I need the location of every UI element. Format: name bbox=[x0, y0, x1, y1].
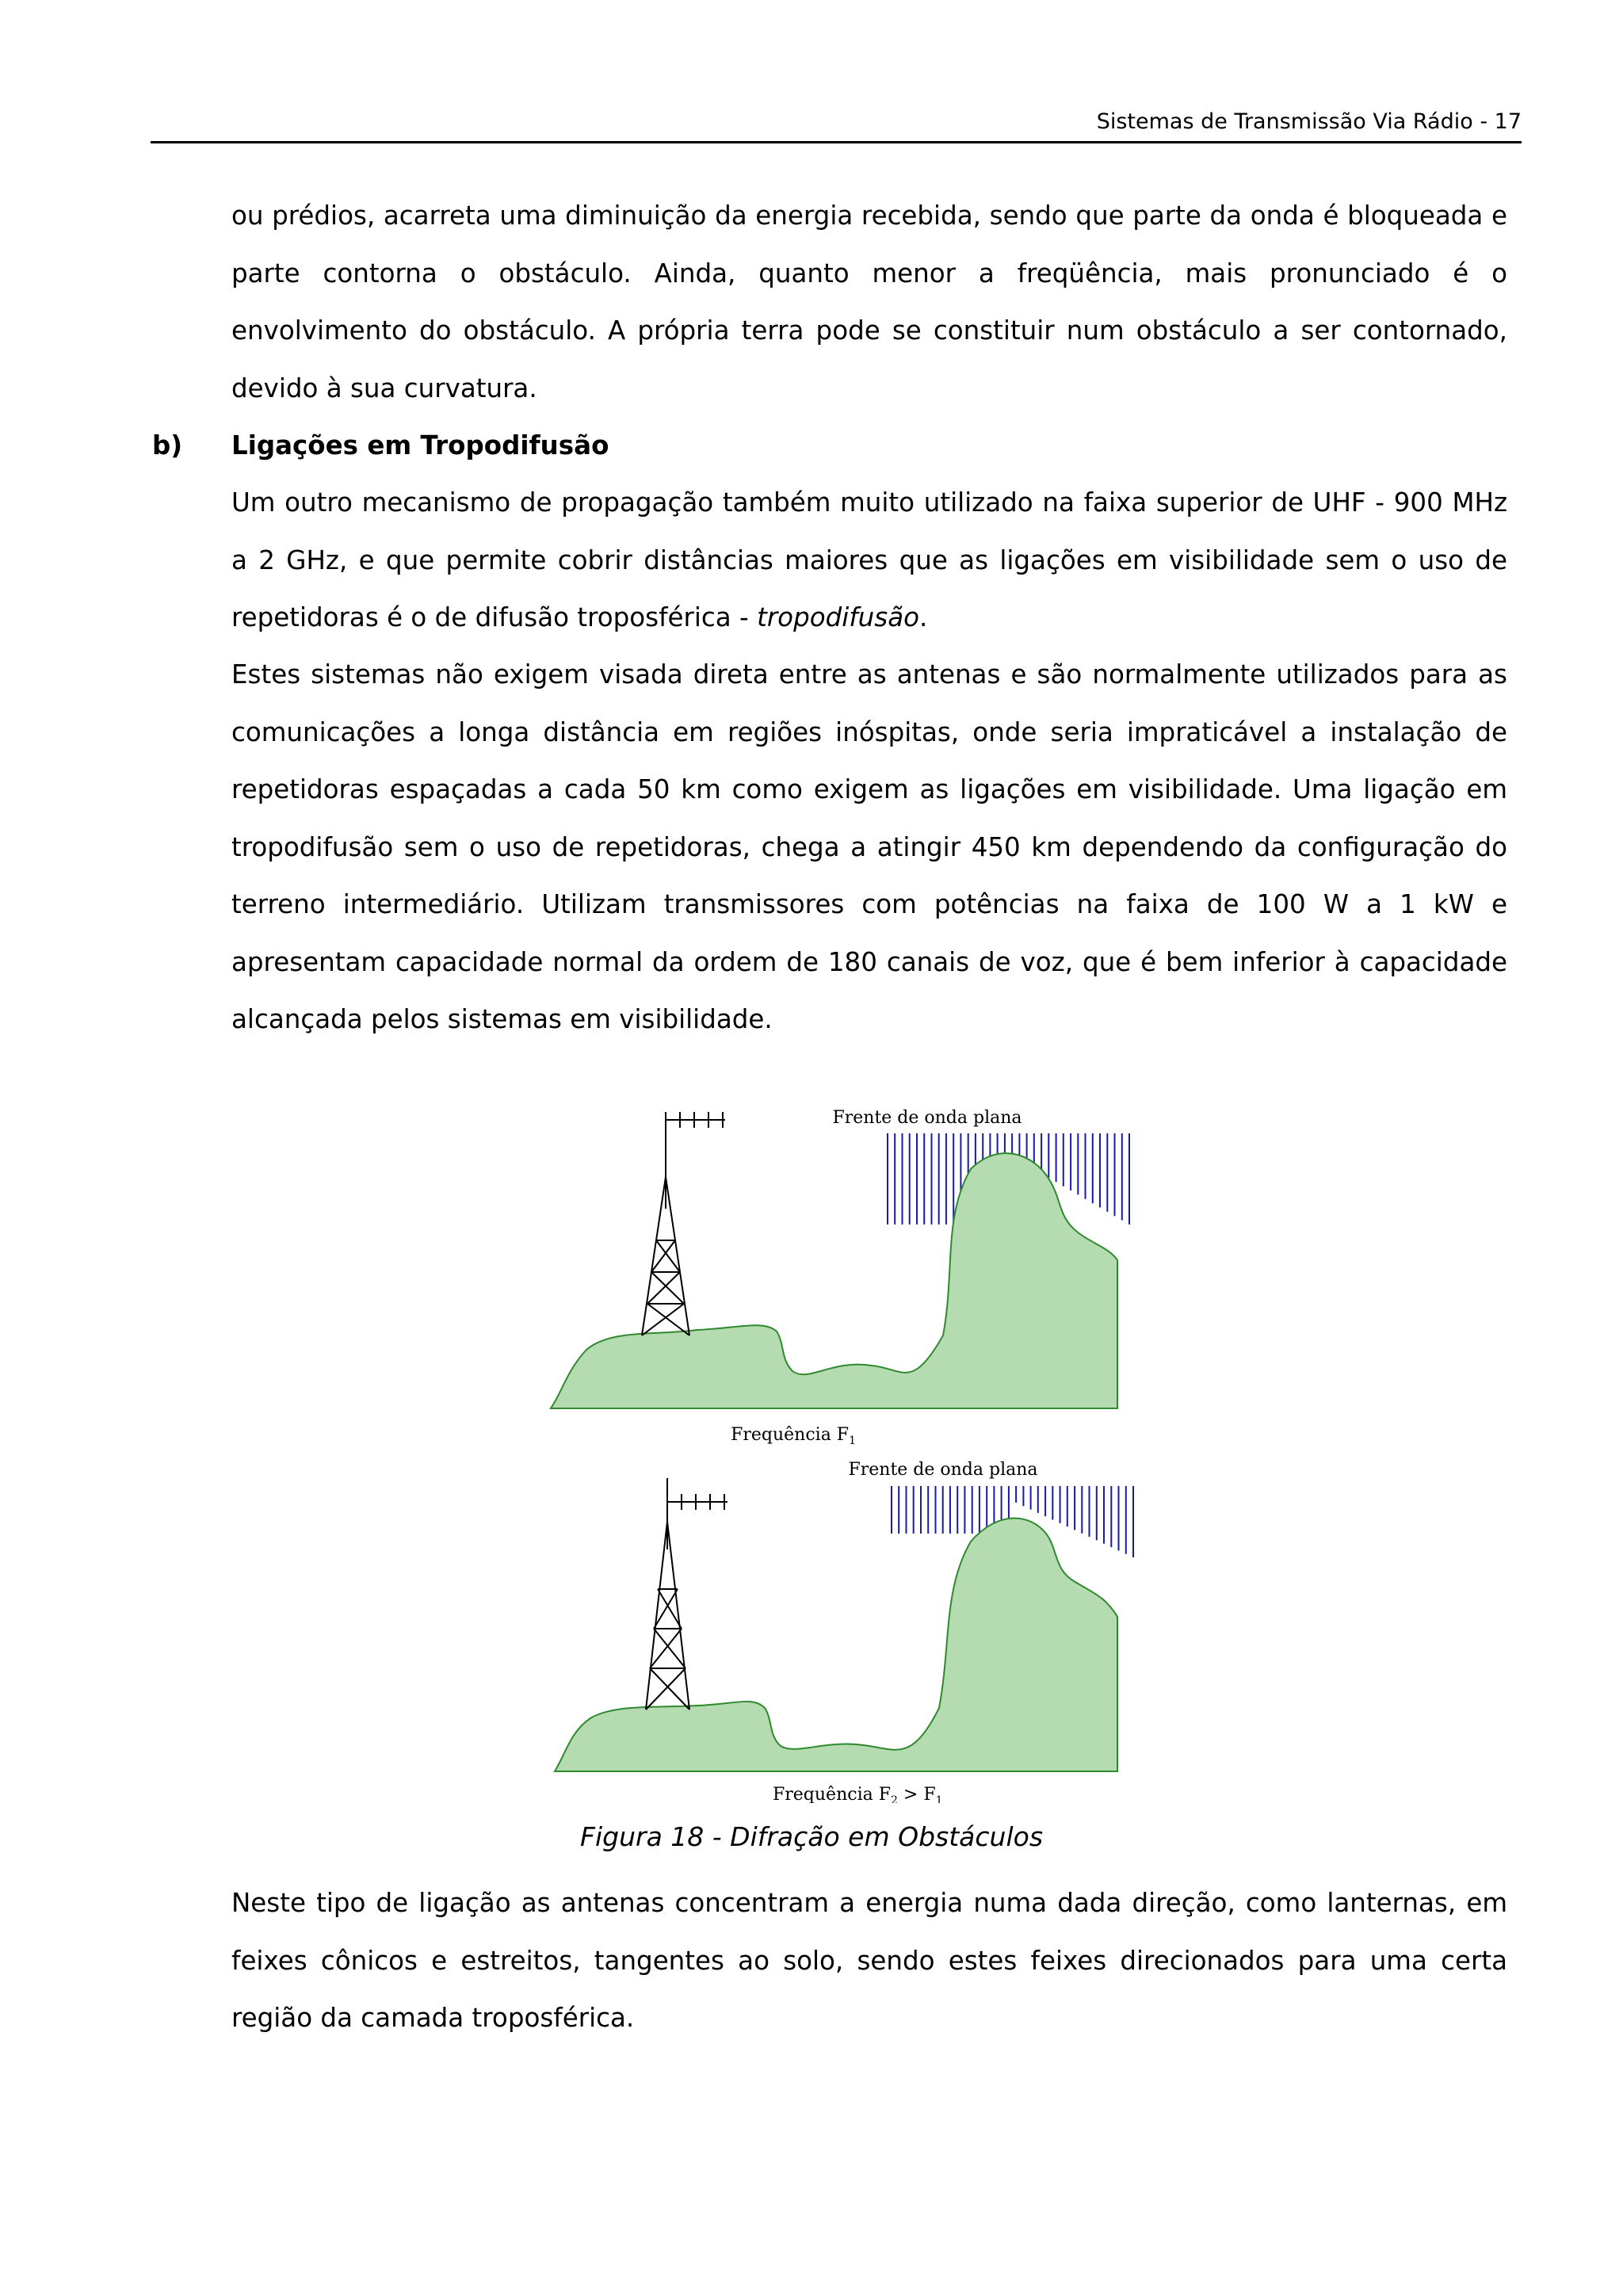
page-header bbox=[151, 109, 1522, 143]
paragraph-tropodifusao-italic: tropodifusão bbox=[757, 602, 920, 632]
terrain-bottom bbox=[555, 1519, 1117, 1771]
radio-tower-bottom bbox=[646, 1478, 727, 1710]
frequency-label-bottom: Frequência $F_2 > F_1$ bbox=[773, 1785, 943, 1803]
figure-panel-f1 bbox=[551, 1108, 1129, 1447]
wave-front-label-bottom: Frente de onda plana bbox=[848, 1460, 1038, 1480]
paragraph-obstacles: ou prédios, acarreta uma diminuição da energia recebida, sendo que parte da onda é bloqueada e parte contorna o obstáculo. Ainda, quanto menor a freqüência, mais pronunciado é o envolvimento do obstáculo. A própria terra pode se constituir num obstáculo a ser contornado, devido à sua curvatura. bbox=[231, 201, 1507, 403]
frequency-label-top: Frequência $F_1$ bbox=[731, 1425, 856, 1447]
figure-caption: Figura 18 - Difração em Obstáculos bbox=[579, 1821, 1044, 1852]
radio-tower-top bbox=[642, 1112, 725, 1335]
paragraph-antennas: Neste tipo de ligação as antenas concentram a energia numa dada direção, como lanternas, em feixes cônicos e estreitos, tangentes ao solo, sendo estes feixes direcionados para uma certa região da camada troposférica. bbox=[231, 1888, 1507, 2033]
wave-front-label-top: Frente de onda plana bbox=[832, 1108, 1022, 1128]
paragraph-tropodifusao-text: Um outro mecanismo de propagação também muito utilizado na faixa superior de UHF - 900 MHz a 2 GHz, e que permite cobrir distâncias maiores que as ligações em visibilidade sem o uso de repetidoras é o de difusão troposférica - bbox=[231, 487, 1507, 632]
paragraph-tropodifusao-end: . bbox=[919, 602, 928, 632]
terrain-top bbox=[551, 1153, 1117, 1408]
header-title: Sistemas de Transmissão Via Rádio - 17 bbox=[1096, 109, 1522, 134]
section-title: Ligações em Tropodifusão bbox=[231, 430, 609, 460]
diffraction-figure bbox=[539, 1098, 1141, 1803]
section-letter: b) bbox=[152, 430, 183, 460]
figure-panel-f2 bbox=[555, 1460, 1133, 1803]
section-heading bbox=[152, 422, 609, 469]
paragraph-systems: Estes sistemas não exigem visada direta entre as antenas e são normalmente utilizados para as comunicações a longa distância em regiões inóspitas, onde seria impraticável a instalação de repetidoras espaçadas a cada 50 km como exigem as ligações em visibilidade. Uma ligação em tropodifusão sem o uso de repetidoras, chega a atingir 450 km dependendo da configuração do terreno intermediário. Utilizam transmissores com potências na faixa de 100 W a 1 kW e apresentam capacidade normal da ordem de 180 canais de voz, que é bem inferior à capacidade alcançada pelos sistemas em visibilidade. bbox=[231, 659, 1507, 1034]
paragraph-tropodifusao bbox=[231, 474, 1507, 647]
